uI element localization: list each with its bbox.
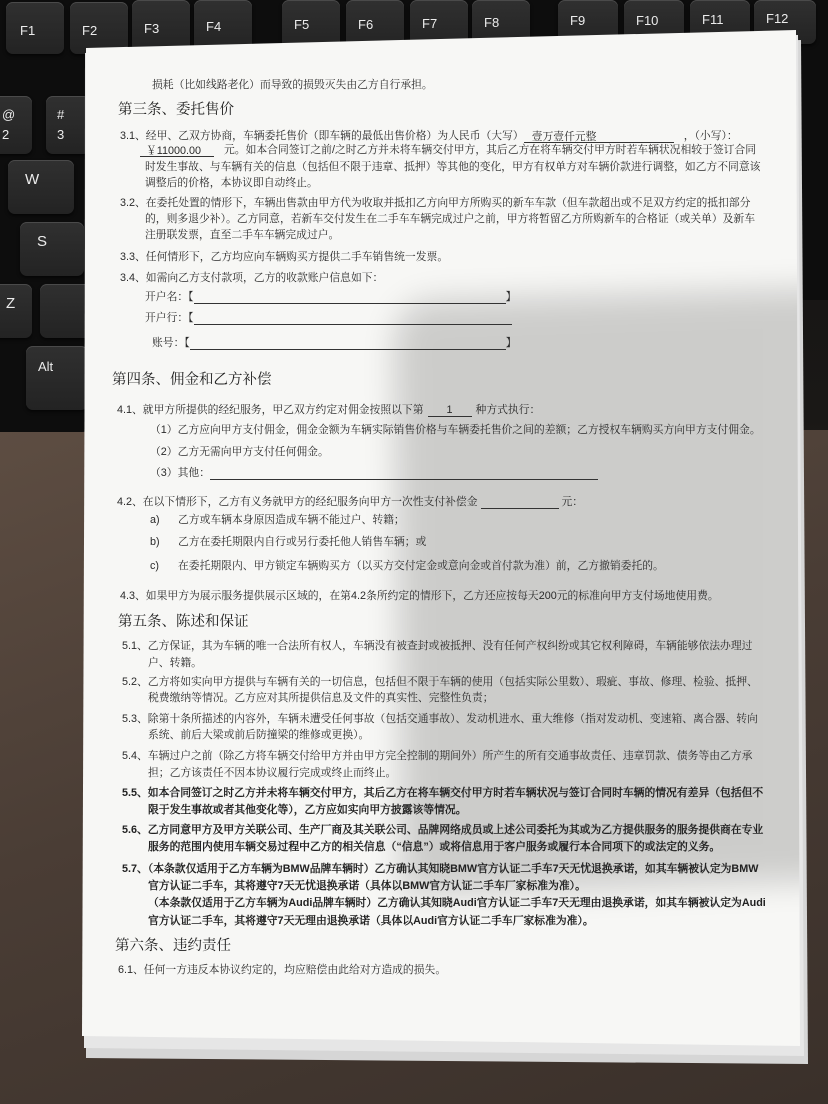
selected-option-field xyxy=(428,404,472,417)
key-label: W xyxy=(25,171,40,188)
key-label: F2 xyxy=(82,23,98,38)
account-name-field xyxy=(194,291,506,304)
clause-4-2-lead: 4.2、在以下情形下，乙方有义务就甲方的经纪服务向甲方一次性支付补偿金 xyxy=(117,496,478,508)
clause-5-1-line: 户、转籍。 xyxy=(148,657,202,669)
clause-5-7-line: 官方认证二手车，其将遵守7天无理由退换承诺（具体以Audi官方认证二手车厂家标准为准）。 xyxy=(148,915,594,927)
clause-4-2-line xyxy=(117,496,583,509)
account-name-row xyxy=(145,291,516,304)
bracket-open: 【 xyxy=(188,312,194,324)
other-field xyxy=(210,467,598,480)
key-label-main: 3 xyxy=(57,127,65,142)
clause-3-1-lead-tail: ，（小写）： xyxy=(683,130,738,142)
key-label: F7 xyxy=(422,16,438,31)
commission-option-3 xyxy=(150,467,598,480)
clause-5-6-line: 5.6、乙方同意甲方及甲方关联公司、生产厂商及其关联公司、品牌网络成员或上述公司委托为其或为乙方提供服务的服务提供商在专业 xyxy=(122,824,764,836)
key-label-shift: # xyxy=(57,107,65,122)
clause-6-1: 6.1、任何一方违反本协议约定的，均应赔偿由此给对方造成的损失。 xyxy=(118,964,447,976)
clause-4-1-lead-tail: 种方式执行： xyxy=(475,404,541,416)
price-in-words: 壹万壹仟元整 xyxy=(531,131,597,143)
key-label: F4 xyxy=(206,19,222,34)
clause-4-3: 4.3、如果甲方为展示服务提供展示区域的，在第4.2条所约定的情形下，乙方还应按每天200元的标准向甲方支付场地使用费。 xyxy=(120,590,719,602)
key-label: F11 xyxy=(702,12,724,27)
account-number-label: 账号： xyxy=(152,337,185,349)
item-text: 乙方在委托期限内自行或另行委托他人销售车辆；或 xyxy=(178,536,427,548)
clause-5-5-line: 5.5、如本合同签订之时乙方并未将车辆交付甲方，其后乙方在将车辆交付甲方时若车辆状况与签订合同时车辆的情况有差异（包括但不 xyxy=(122,787,764,799)
clause-4-2-item xyxy=(150,514,405,527)
clause-3-3: 3.3、任何情形下，乙方均应向车辆购买方提供二手车销售统一发票。 xyxy=(120,251,449,263)
item-text: 在委托期限内、甲方锁定车辆购买方（以买方交付定金或意向金或首付款为准）前，乙方撤销委托的。 xyxy=(178,560,664,572)
clause-4-1-line xyxy=(117,404,540,417)
key-label: Z xyxy=(6,295,16,312)
clause-3-1-line xyxy=(140,144,756,157)
clause-5-7-line: 官方认证二手车，其将遵守7天无忧退换承诺（具体以BMW官方认证二手车厂家标准为准）。 xyxy=(148,880,586,892)
clause-3-4-intro: 3.4、如需向乙方支付款项，乙方的收款账户信息如下： xyxy=(120,272,384,284)
carryover-line: 损耗（比如线路老化）而导致的损毁灭失由乙方自行承担。 xyxy=(152,79,433,91)
bank-field xyxy=(194,312,512,325)
clause-3-1-line: 时发生事故、与车辆有关的信息（包括但不限于违章、抵押）等其他的变化，甲方有权单方对车辆价款进行调整，如乙方不同意该 xyxy=(145,161,761,173)
bracket-close: 】 xyxy=(505,291,517,303)
key-label: F8 xyxy=(484,15,500,30)
clause-3-1-lead: 3.1、经甲、乙双方协商，车辆委托售价（即车辆的最低出售价格）为人民币（大写） xyxy=(120,130,524,142)
commission-option-3-label: （3）其他： xyxy=(150,467,210,479)
item-marker: b) xyxy=(150,536,160,548)
clause-5-4-line: 担；乙方该责任不因本协议履行完成或终止而终止。 xyxy=(148,767,397,779)
clause-4-2-item xyxy=(150,536,426,549)
key-label: F10 xyxy=(636,13,659,28)
price-in-figures: ￥11000.00 xyxy=(146,145,202,157)
clause-3-2-line: 注册联发票，直至二手车车辆完成过户。 xyxy=(145,229,340,241)
bracket-close: 】 xyxy=(505,337,517,349)
key-label-main: 2 xyxy=(2,127,10,142)
clause-5-6-line: 服务的范围内使用车辆交易过程中乙方的相关信息（“信息”）或将信息用于客户服务或履行本合同项下的或法定的义务。 xyxy=(148,841,721,853)
compensation-amount-field xyxy=(481,496,559,509)
clause-5-2-line: 税费缴纳等情况。乙方应对其所提供信息及文件的真实性、完整性负责； xyxy=(148,692,494,704)
account-name-label: 开户名： xyxy=(145,291,189,303)
key-label: Alt xyxy=(38,359,54,374)
article-4-heading: 第四条、佣金和乙方补偿 xyxy=(112,372,272,388)
key-label: F1 xyxy=(20,23,36,38)
key-label: F6 xyxy=(358,17,374,32)
account-number-row xyxy=(152,337,517,350)
clause-4-1-lead: 4.1、就甲方所提供的经纪服务，甲乙双方约定对佣金按照以下第 xyxy=(117,404,424,416)
item-marker: c) xyxy=(150,560,159,572)
clause-3-1-line xyxy=(120,130,738,143)
account-number-field xyxy=(190,337,506,350)
key-label: F3 xyxy=(144,21,160,36)
clause-5-7-line: （本条款仅适用于乙方车辆为Audi品牌车辆时）乙方确认其知晓Audi官方认证二手车7天无理由退换承诺，如其车辆被认定为Audi xyxy=(148,897,766,909)
clause-4-2-item xyxy=(150,560,664,573)
key-label: F9 xyxy=(570,13,586,28)
clause-5-2-line: 5.2、乙方将如实向甲方提供与车辆有关的一切信息，包括但不限于车辆的使用（包括实际公里数）、瑕疵、事故、修理、检验、抵押、 xyxy=(122,676,758,688)
key-label-shift: @ xyxy=(2,107,16,122)
bank-label: 开户行： xyxy=(145,312,189,324)
bracket-open: 【 xyxy=(188,291,194,303)
clause-5-7-line: 5.7、（本条款仅适用于乙方车辆为BMW品牌车辆时）乙方确认其知晓BMW官方认证二手车7天无忧退换承诺，如其车辆被认定为BMW xyxy=(122,863,759,875)
key-label: S xyxy=(37,233,48,250)
clause-5-1-line: 5.1、乙方保证，其为车辆的唯一合法所有权人，车辆没有被查封或被抵押、没有任何产权纠纷或其它权利障碍，车辆能够依法办理过 xyxy=(122,640,753,652)
commission-option-2: （2）乙方无需向甲方支付任何佣金。 xyxy=(150,446,329,458)
clause-4-2-lead-tail: 元： xyxy=(561,496,584,508)
bracket-open: 【 xyxy=(184,337,190,349)
selected-option: 1 xyxy=(446,404,453,416)
bank-row xyxy=(145,312,512,325)
item-marker: a) xyxy=(150,514,160,526)
commission-option-1: （1）乙方应向甲方支付佣金，佣金金额为车辆实际销售价格与车辆委托售价之间的差额；乙方授权车辆购买方向甲方支付佣金。 xyxy=(150,424,761,436)
article-6-heading: 第六条、违约责任 xyxy=(115,938,231,954)
article-3-heading: 第三条、委托售价 xyxy=(118,102,234,118)
key-label: F12 xyxy=(766,11,789,26)
clause-3-1-text: 元。如本合同签订之前/之时乙方并未将车辆交付甲方，其后乙方在将车辆交付甲方时若车辆状况相较于签订合同 xyxy=(224,144,757,156)
clause-5-5-line: 限于发生事故或者其他变化等），乙方应如实向甲方披露该等情况。 xyxy=(148,804,467,816)
price-in-words-field xyxy=(524,131,674,143)
clause-5-3-line: 系统、前后大梁或前后防撞梁的维修或更换）。 xyxy=(148,729,370,741)
clause-5-3-line: 5.3、除第十条所描述的内容外，车辆未遭受任何事故（包括交通事故）、发动机进水、重大维修（指对发动机、变速箱、离合器、转向 xyxy=(122,713,758,725)
item-text: 乙方或车辆本身原因造成车辆不能过户、转籍； xyxy=(178,514,405,526)
key-label: F5 xyxy=(294,17,310,32)
clause-3-2-line: 的，则多退少补）。乙方同意，若新车交付发生在二手车车辆完成过户之前，甲方将暂留乙方所购新车的合格证（或关单）及新车 xyxy=(145,213,756,225)
clause-3-2-line: 3.2、在委托处置的情形下，车辆出售款由甲方代为收取并抵扣乙方向甲方所购买的新车车款（但车款超出或不足双方约定的抵扣部分 xyxy=(120,197,751,209)
clause-3-1-line: 调整后的价格，本协议即自动终止。 xyxy=(145,177,318,189)
clause-5-4-line: 5.4、车辆过户之前（除乙方将车辆交付给甲方并由甲方完全控制的期间外）所产生的所有交通事故责任、违章罚款、债务等由乙方承 xyxy=(122,750,753,762)
article-5-heading: 第五条、陈述和保证 xyxy=(118,614,249,630)
price-in-figures-field xyxy=(140,145,214,157)
